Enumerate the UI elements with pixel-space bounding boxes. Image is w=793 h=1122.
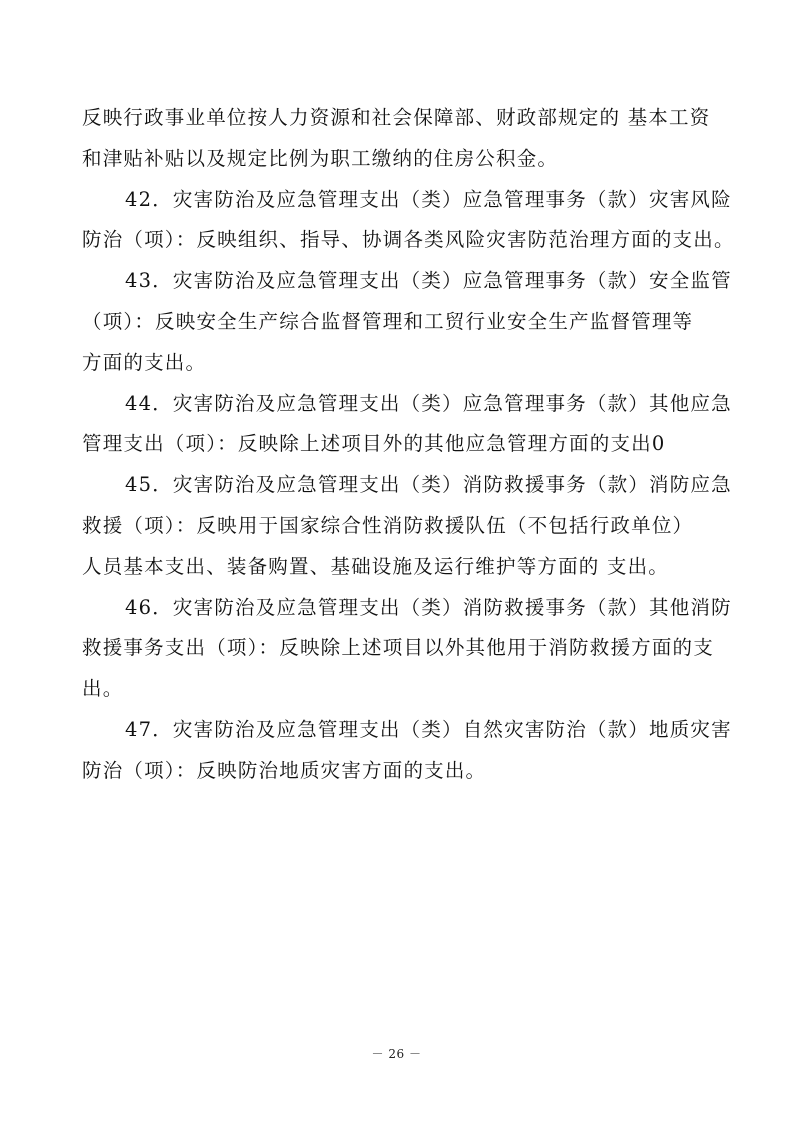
text-line: 和津贴补贴以及规定比例为职工缴纳的住房公积金。 [82,146,559,170]
text-line: （项）：反映安全生产综合监督管理和工贸行业安全生产监督管理等 [82,309,694,333]
text-line: 43．灾害防治及应急管理支出（类）应急管理事务（款）安全监管 [125,269,732,293]
paragraph-item-43 [82,261,732,383]
text-line: 42．灾害防治及应急管理支出（类）应急管理事务（款）灾害风险 [125,187,732,211]
body-text [82,98,735,792]
text-line: 出。 [82,677,124,701]
text-line: 45．灾害防治及应急管理支出（类）消防救援事务（款）消防应急 [125,473,732,497]
text-line: 47．灾害防治及应急管理支出（类）自然灾害防治（款）地质灾害 [125,717,732,741]
text-line: 人员基本支出、装备购置、基础设施及运行维护等方面的 支出。 [82,554,669,578]
paragraph-item-44 [82,384,732,466]
text-line: 管理支出（项）：反映除上述项目外的其他应急管理方面的支出0 [82,432,666,456]
text-line: 46．灾害防治及应急管理支出（类）消防救援事务（款）其他消防 [125,595,732,619]
text-line: 反映行政事业单位按人力资源和社会保障部、财政部规定的 基本工资 [82,106,711,129]
text-line: 防治（项）：反映组织、指导、协调各类风险灾害防范治理方面的支出。 [82,228,735,252]
paragraph-item-46 [82,588,732,710]
paragraph-continuation [82,98,712,180]
paragraph-item-42 [82,180,735,262]
text-line: 救援（项）：反映用于国家综合性消防救援队伍（不包括行政单位） [82,513,694,537]
page-number: － 26 － [371,1047,422,1061]
paragraph-item-47 [82,710,732,792]
text-line: 救援事务支出（项）：反映除上述项目以外其他用于消防救援方面的支 [82,636,714,660]
paragraph-item-45 [82,465,732,587]
text-line: 方面的支出。 [82,350,207,374]
text-line: 防治（项）：反映防治地质灾害方面的支出。 [82,758,487,782]
text-line: 44．灾害防治及应急管理支出（类）应急管理事务（款）其他应急 [125,391,732,415]
